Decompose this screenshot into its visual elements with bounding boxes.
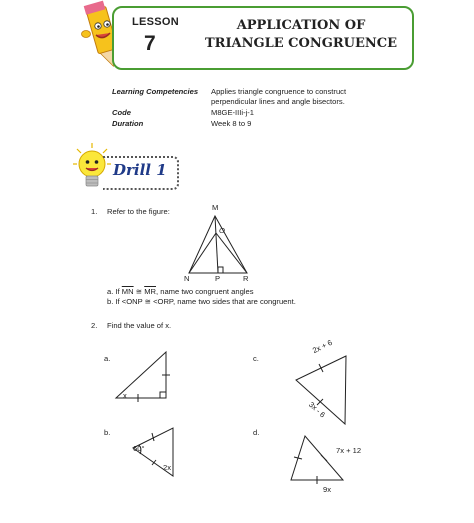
q1-label-o: O [219, 226, 225, 235]
q2-number: 2. [91, 321, 98, 330]
lesson-number: 7 [144, 32, 156, 55]
q1-a-segment-mn: $\overline{MN}$ [121, 287, 134, 296]
q2c-label: c. [253, 354, 259, 363]
meta-key-competencies: Learning Competencies [112, 87, 199, 96]
q2c-triangle [288, 350, 368, 430]
q1-part-b: b. If <ONP ≅ <ORP, name two sides that are congruent. [107, 297, 296, 306]
meta-value-competencies: Applies triangle congruence to construct [211, 87, 347, 96]
q1-prompt: Refer to the figure: [107, 207, 170, 216]
q2c-side-1: 2x + 6 [311, 337, 334, 356]
drill-title: Drill 1 [113, 161, 167, 179]
lesson-title [196, 17, 406, 53]
meta-value-code: M8GE-IIIi-j-1 [211, 108, 255, 117]
q1-part-a [107, 287, 254, 297]
q2-prompt: Find the value of x. [107, 321, 172, 330]
q2b-side: 2x [163, 463, 172, 472]
q1-label-p: P [215, 274, 221, 283]
q1-label-n: N [184, 274, 190, 283]
q2a-side-x: x [123, 391, 127, 400]
q1-a-prefix: a. If [107, 287, 122, 296]
q2a-right-triangle [110, 345, 185, 405]
meta-key-duration: Duration [112, 119, 144, 128]
q2d-side-2: 9x [323, 485, 332, 494]
meta-value-duration: Week 8 to 9 [211, 119, 252, 128]
q1-label-r: R [243, 274, 249, 283]
q2d-label: d. [253, 428, 260, 437]
meta-value-competencies-2: perpendicular lines and angle bisectors. [211, 97, 345, 106]
q2c-side-2: 3x - 6 [306, 400, 328, 420]
title-line-1: APPLICATION OF [236, 18, 366, 33]
q2d-side-1: 7x + 12 [336, 446, 362, 455]
left-page-margin [0, 0, 56, 523]
q2d-triangle [285, 428, 355, 490]
title-line-2: TRIANGLE CONGRUENCE [204, 36, 398, 51]
q1-a-congruent: ≅ [133, 287, 145, 296]
q2a-label: a. [104, 354, 111, 363]
q1-a-segment-mr: $\overline{MR}$ [144, 287, 156, 296]
meta-key-code: Code [112, 108, 131, 117]
lesson-header [112, 6, 414, 70]
q2b-angle: 60° [133, 444, 145, 453]
q1-number: 1. [91, 207, 98, 216]
lesson-label: LESSON [132, 16, 180, 28]
q2b-label: b. [104, 428, 111, 437]
q1-label-m: M [212, 203, 219, 212]
right-page-margin [418, 0, 474, 523]
q1-a-suffix: , name two congruent angles [156, 287, 254, 296]
